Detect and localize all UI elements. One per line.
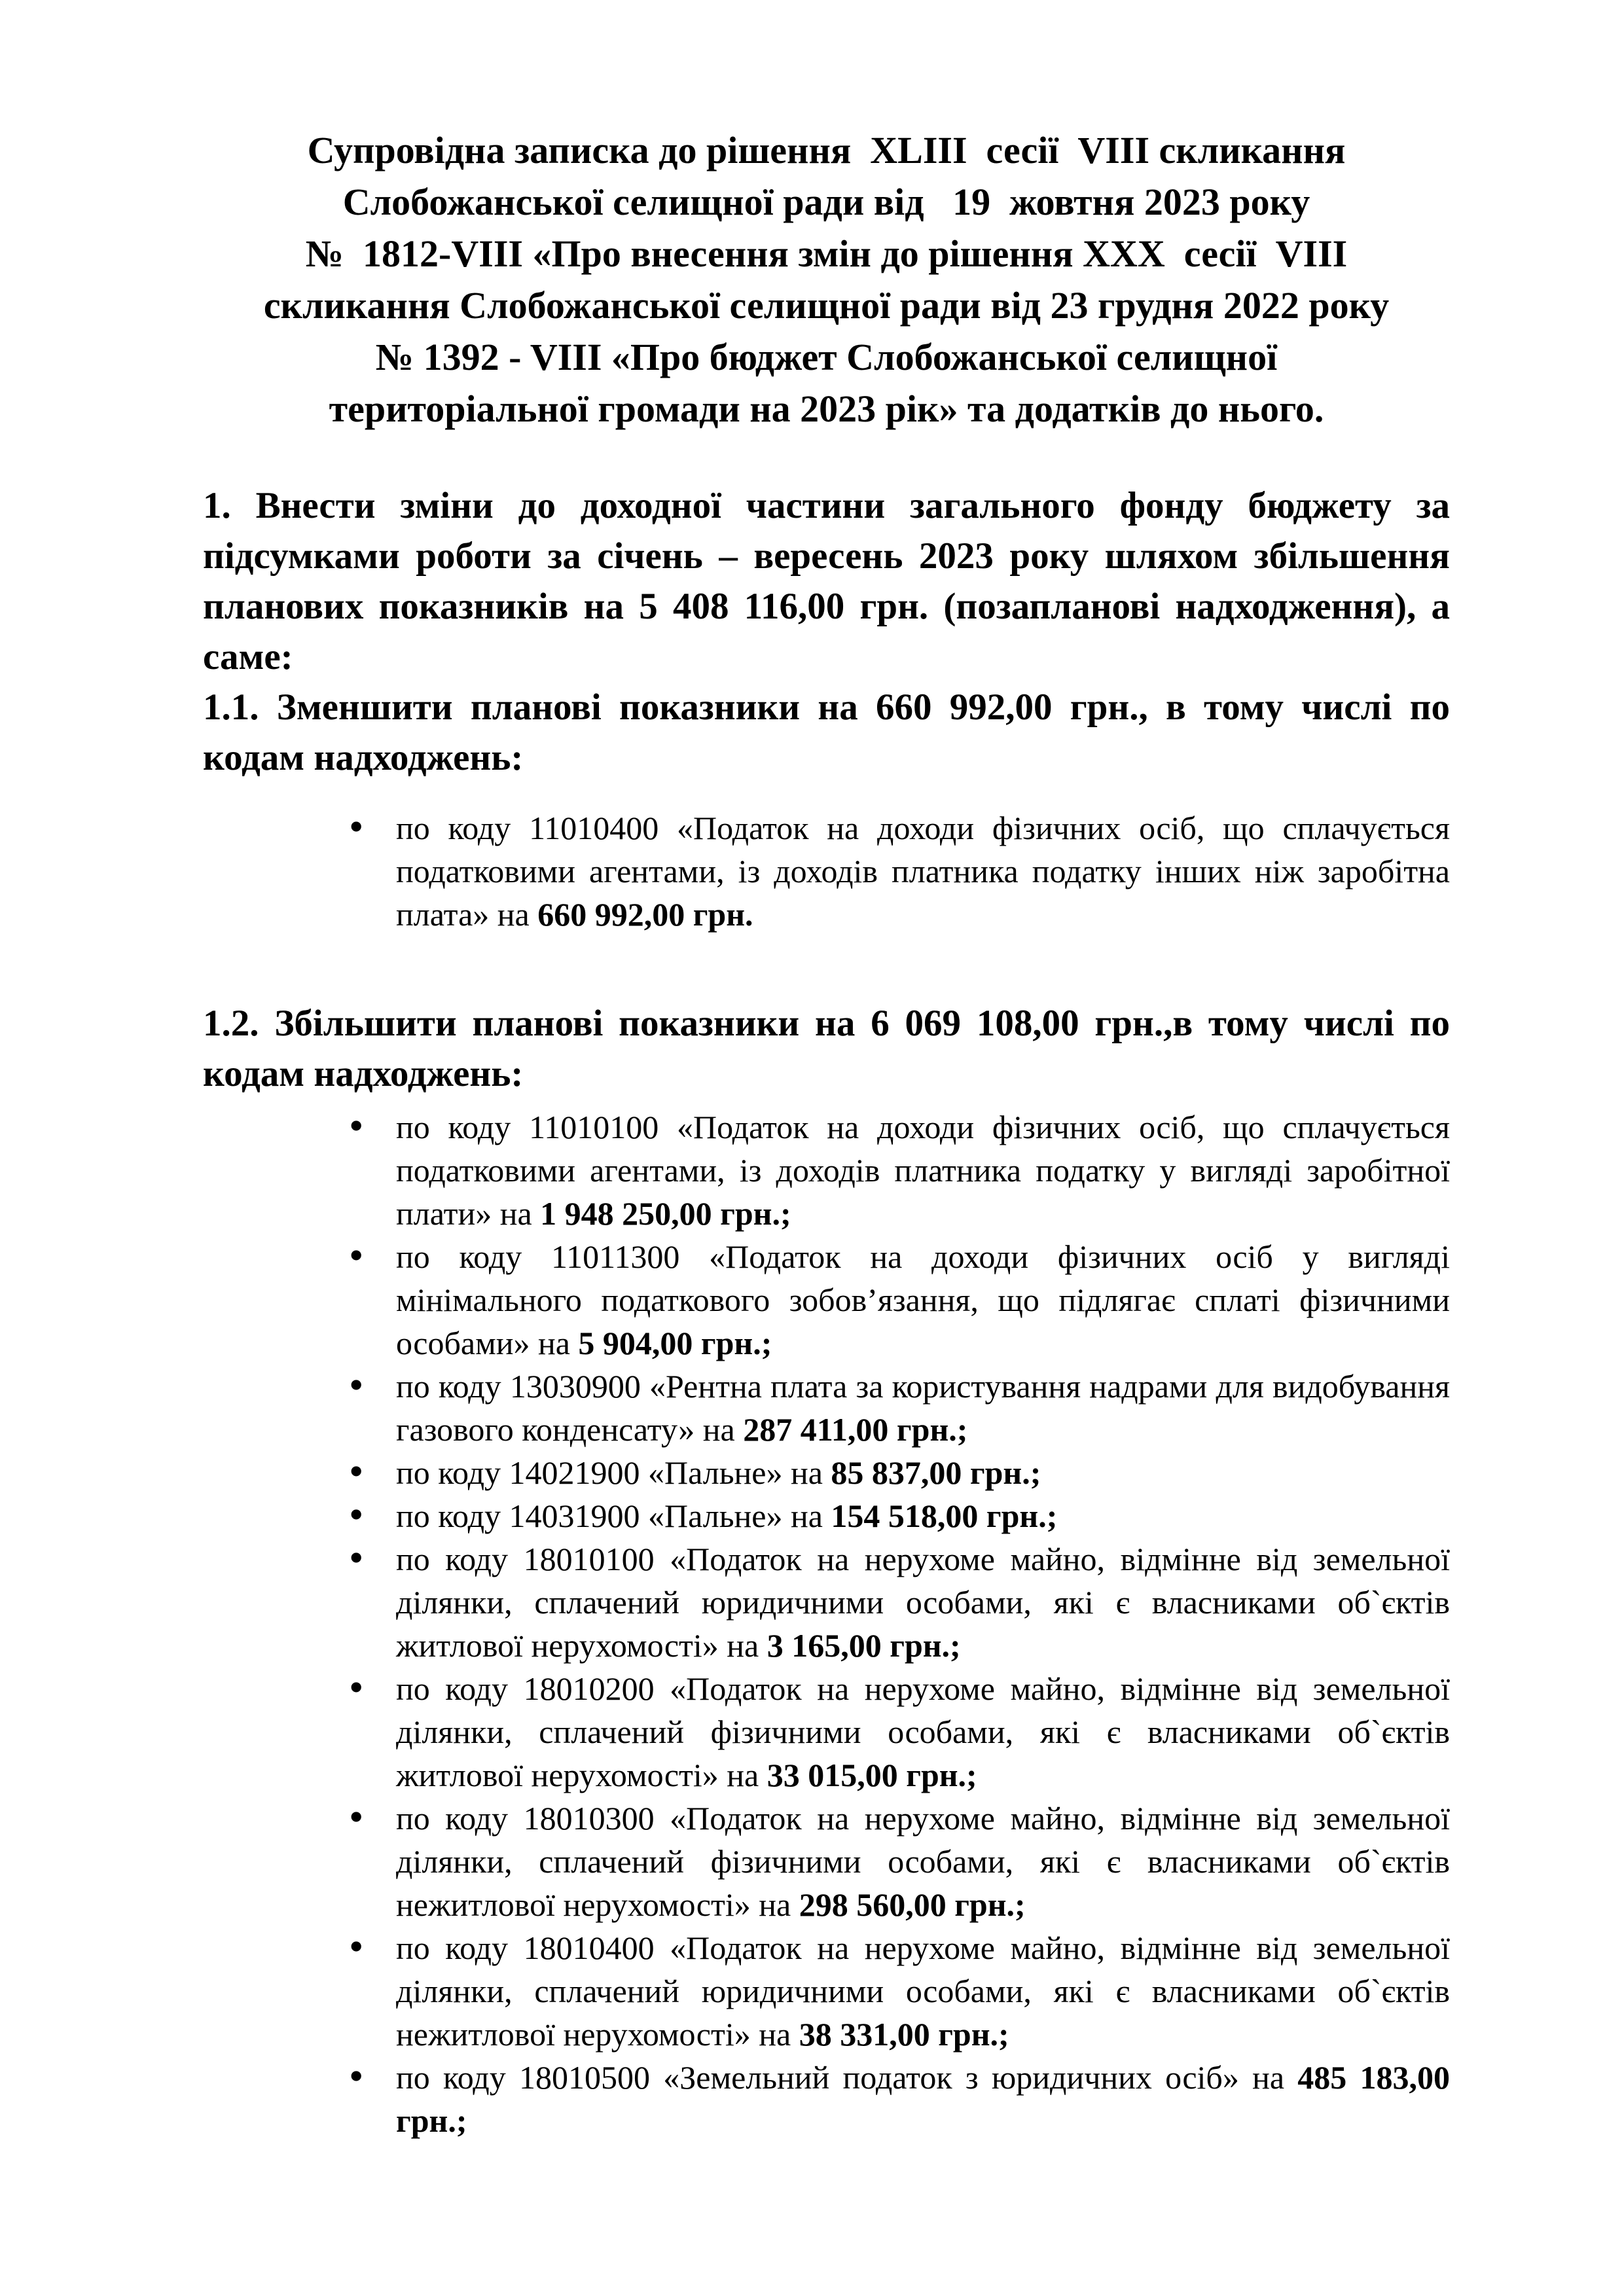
document-title [203,124,1450,435]
list-item [203,1491,1450,1537]
list-item [203,2053,1450,2142]
paragraph-1-2: 1.2. Збільшити планові показники на 6 069 108,00 грн.,в тому числі по кодам надходжень: [203,1003,1450,1094]
bullet-icon: • [349,803,364,850]
list-item [203,1793,1450,1926]
list-item [203,1448,1450,1494]
bullet-icon: • [349,1923,364,1969]
list-item [203,1534,1450,1667]
list-item-amount: 5 904,00 грн.; [578,1325,772,1361]
list-item [203,803,1450,936]
list-item-text: по коду 18010400 «Податок на нерухоме майно, відмінне від земельної ділянки, сплачений юридичними особами, які є власниками об`єктів нежитлової нерухомості» на [396,1929,1450,2053]
list-item-amount: 33 015,00 грн.; [767,1757,977,1793]
list-item-amount: 3 165,00 грн.; [767,1627,961,1664]
list-item-amount: 485 183,00 грн.; [396,2059,1450,2139]
list-item-amount: 85 837,00 грн.; [831,1454,1041,1491]
list-item-text: по коду 18010100 «Податок на нерухоме майно, відмінне від земельної ділянки, сплачений юридичними особами, які є власниками об`єктів житлової нерухомості» на [396,1541,1450,1664]
list-item-amount: 660 992,00 грн. [537,896,753,933]
list-item-amount: 38 331,00 грн.; [799,2016,1009,2053]
title-line-5: № 1392 - VIII «Про бюджет Слобожанської селищної [375,336,1278,378]
list-item-text: по коду 14021900 «Пальне» на [396,1454,831,1491]
list-item [203,1923,1450,2056]
bullet-icon: • [349,1448,364,1494]
list-item [203,1664,1450,1797]
list-item-text: по коду 13030900 «Рентна плата за користування надрами для видобування газового конденсату» на [396,1368,1450,1448]
list-item [203,1361,1450,1451]
bullet-icon: • [349,1534,364,1581]
list-item-amount: 287 411,00 грн.; [743,1411,968,1448]
title-line-6: територіальної громади на 2023 рік» та додатків до нього. [329,387,1324,430]
title-line-4: скликання Слобожанської селищної ради від 23 грудня 2022 року [263,284,1390,327]
list-item-amount: 154 518,00 грн.; [831,1498,1058,1534]
title-line-1: Супровідна записка до рішення XLIII сесії VIII скликання [307,129,1346,171]
list-item-text: по коду 18010200 «Податок на нерухоме майно, відмінне від земельної ділянки, сплачений фізичними особами, які є власниками об`єктів житлової нерухомості» на [396,1670,1450,1793]
list-item-amount: 1 948 250,00 грн.; [540,1195,791,1232]
bullet-icon: • [349,1102,364,1149]
list-item-text: по коду 18010500 «Земельний податок з юридичних осіб» на [396,2059,1298,2096]
bullet-icon: • [349,1232,364,1278]
bullet-icon: • [349,1491,364,1537]
title-line-3: № 1812-VIII «Про внесення змін до рішення XXX сесії VIII [305,232,1348,275]
list-item-text: по коду 11010100 «Податок на доходи фізичних осіб, що сплачується податковими агентами, із доходів платника податку у вигляді заробітної плати» на [396,1109,1450,1232]
list-item [203,1102,1450,1235]
paragraph-1-1: 1.1. Зменшити планові показники на 660 992,00 грн., в тому числі по кодам надходжень: [203,687,1450,778]
bullet-icon: • [349,1664,364,1710]
list-item-text: по коду 14031900 «Пальне» на [396,1498,831,1534]
list-item-text: по коду 18010300 «Податок на нерухоме майно, відмінне від земельної ділянки, сплачений фізичними особами, які є власниками об`єктів нежитлової нерухомості» на [396,1800,1450,1923]
bullet-icon: • [349,1361,364,1408]
title-line-2: Слобожанської селищної ради від 19 жовтня 2023 року [342,181,1310,223]
list-item-amount: 298 560,00 грн.; [799,1886,1026,1923]
list-item-text: по коду 11011300 «Податок на доходи фізичних осіб у вигляді мінімального податкового зобов’язання, що підлягає сплаті фізичними особами» на [396,1238,1450,1361]
list-item-text: по коду 11010400 «Податок на доходи фізичних осіб, що сплачується податковими агентами, із доходів платника податку інших ніж заробітна плата» на [396,810,1450,933]
bullet-icon: • [349,1793,364,1840]
list-item [203,1232,1450,1365]
bullet-icon: • [349,2053,364,2099]
paragraph-1: 1. Внести зміни до доходної частини загального фонду бюджету за підсумками роботи за січень – вересень 2023 року шляхом збільшення планових показників на 5 408 116,00 грн. (позапланові надходження), а саме: [203,485,1450,677]
bullet-list-1-1 [203,803,1450,936]
bullet-list-1-2 [203,1102,1450,2142]
